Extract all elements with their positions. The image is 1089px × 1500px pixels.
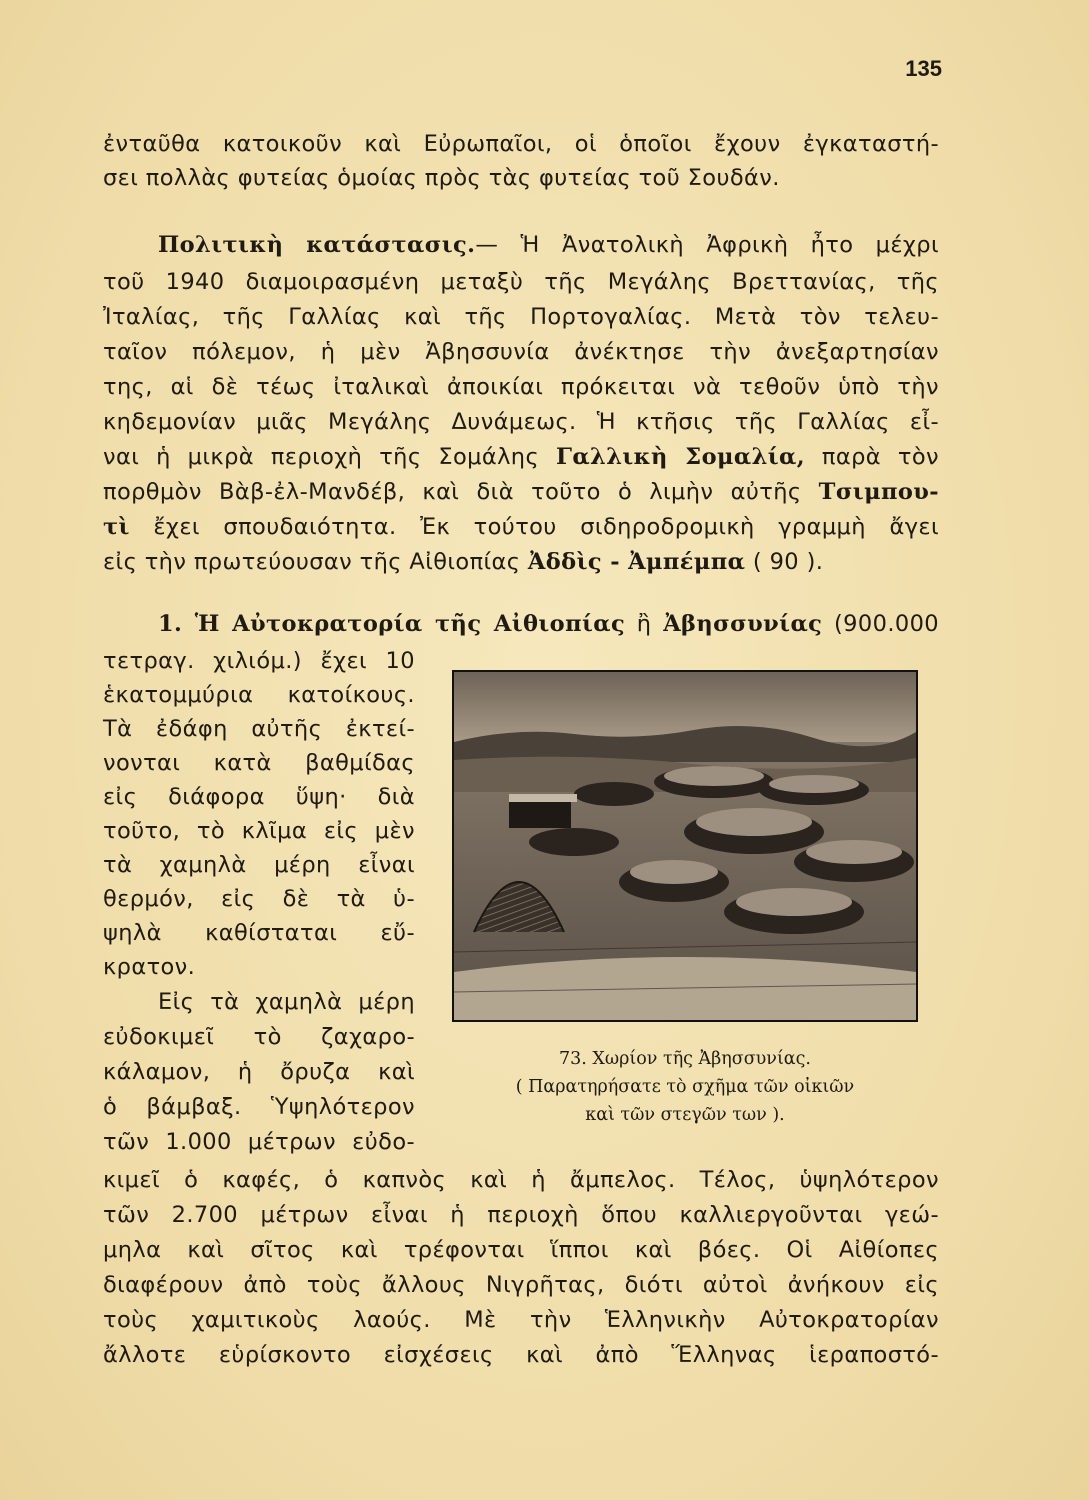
text-run: ἢ (625, 611, 664, 637)
text-run: — Ἡ Ἀνατολικὴ Ἀφρικὴ ἦτο μέχρι (475, 232, 939, 258)
section-heading-text: Πολιτικὴ κατάστασις. (158, 232, 476, 258)
text-line: ψηλὰ καθίσταται εὔ- (103, 920, 415, 946)
place-name: Ἀδδὶς - Ἀμπέμπα (527, 549, 746, 575)
text-line: τῶν 1.000 μέτρων εὐδο- (103, 1129, 415, 1155)
figure-caption-note: ( Παρατηρήσατε τὸ σχῆμα τῶν οἰκιῶν (515, 1077, 855, 1097)
text-line: τοῦ 1940 διαμοιρασμένη μεταξὺ τῆς Μεγάλης Βρεττανίας, τῆς (103, 269, 939, 295)
text-line: Τὰ ἐδάφη αὐτῆς ἐκτεί- (103, 716, 415, 742)
text-line: τῶν 2.700 μέτρων εἶναι ἡ περιοχὴ ὅπου καλλιεργοῦνται γεώ- (103, 1202, 939, 1228)
text-line: τὰ χαμηλὰ μέρη εἶναι (103, 852, 415, 878)
text-line: μηλα καὶ σῖτος καὶ τρέφονται ἵπποι καὶ βόες. Οἱ Αἰθίοπες (103, 1237, 939, 1263)
text-line: τοῦτο, τὸ κλῖμα εἰς μὲν (103, 818, 415, 844)
text-line: τετραγ. χιλιόμ.) ἔχει 10 (103, 648, 415, 674)
figure-caption-note: καὶ τῶν στεγῶν των ). (585, 1105, 785, 1125)
text-line: θερμόν, εἰς δὲ τὰ ὑ- (103, 886, 415, 912)
section-heading-text: 1. Ἡ Αὐτοκρατορία τῆς Αἰθιοπίας (158, 611, 626, 637)
text-line: κιμεῖ ὁ καφές, ὁ καπνὸς καὶ ἡ ἄμπελος. Τέλος, ὑψηλότερον (103, 1167, 939, 1193)
place-name: τὶ (103, 514, 130, 540)
text-line (103, 511, 939, 544)
section-heading-text: Ἀβησσυνίας (663, 611, 823, 637)
text-line (103, 476, 939, 509)
text-run: πορθμὸν Βὰβ-ἐλ-Μανδέβ, καὶ διὰ τοῦτο ὁ λιμὴν αὐτῆς (103, 479, 819, 505)
text-line: της, αἱ δὲ τέως ἰταλικαὶ ἀποικίαι πρόκειται νὰ τεθοῦν ὑπὸ τὴν (103, 374, 939, 400)
text-run: εἰς τὴν πρωτεύουσαν τῆς Αἰθιοπίας (103, 549, 528, 575)
text-line (103, 546, 939, 579)
place-name: Τσιμπου- (818, 479, 939, 505)
text-line: ταῖον πόλεμον, ἡ μὲν Ἀβησσυνία ἀνέκτησε τὴν ἀνεξαρτησίαν (103, 339, 939, 365)
text-run: ναι ἡ μικρὰ περιοχὴ τῆς Σομάλης (103, 444, 556, 470)
text-run: παρὰ τὸν (805, 444, 939, 470)
text-line: Εἰς τὰ χαμηλὰ μέρη (158, 989, 415, 1015)
text-line: ἐνταῦθα κατοικοῦν καὶ Εὐρωπαῖοι, οἱ ὁποῖοι ἔχουν ἐγκαταστή- (103, 131, 939, 157)
text-line: ὁ βάμβαξ. Ὑψηλότερον (103, 1094, 415, 1120)
figure-caption-title: 73. Χωρίον τῆς Ἀβησσυνίας. (559, 1049, 811, 1069)
text-run: ἔχει σπουδαιότητα. Ἐκ τούτου σιδηροδρομικὴ γραμμὴ ἄγει (129, 514, 939, 540)
text-line: Ἰταλίας, τῆς Γαλλίας καὶ τῆς Πορτογαλίας. Μετὰ τὸν τελευ- (103, 304, 939, 330)
text-line: νονται κατὰ βαθμίδας (103, 750, 415, 776)
text-line (103, 441, 939, 474)
text-run: (900.000 (822, 611, 940, 637)
village-photo-drawing (454, 672, 916, 1020)
page-number: 135 (905, 56, 942, 81)
text-line: εἰς διάφορα ὕψη· διὰ (103, 784, 415, 810)
text-line: κρατον. (103, 954, 196, 980)
section-heading-political (103, 229, 939, 262)
village-photo (452, 670, 918, 1022)
section-heading-ethiopia (103, 608, 939, 641)
place-name: Γαλλικὴ Σομαλία, (555, 444, 806, 470)
text-line: ἄλλοτε εὑρίσκοντο εἰσχέσεις καὶ ἀπὸ Ἕλληνας ἱεραποστό- (103, 1342, 939, 1368)
text-line: εὐδοκιμεῖ τὸ ζαχαρο- (103, 1024, 415, 1050)
text-line: κάλαμον, ἡ ὄρυζα καὶ (103, 1059, 415, 1085)
text-line: τοὺς χαμιτικοὺς λαούς. Μὲ τὴν Ἑλληνικὴν Αὐτοκρατορίαν (103, 1307, 939, 1333)
text-line: ἑκατομμύρια κατοίκους. (103, 682, 415, 708)
text-line: διαφέρουν ἀπὸ τοὺς ἄλλους Νιγρῆτας, διότι αὐτοὶ ἀνήκουν εἰς (103, 1272, 939, 1298)
text-line: σει πολλὰς φυτείας ὁμοίας πρὸς τὰς φυτείας τοῦ Σουδάν. (103, 165, 780, 191)
text-line: κηδεμονίαν μιᾶς Μεγάλης Δυνάμεως. Ἡ κτῆσις τῆς Γαλλίας εἶ- (103, 409, 939, 435)
text-run: ( 90 ). (745, 549, 824, 575)
